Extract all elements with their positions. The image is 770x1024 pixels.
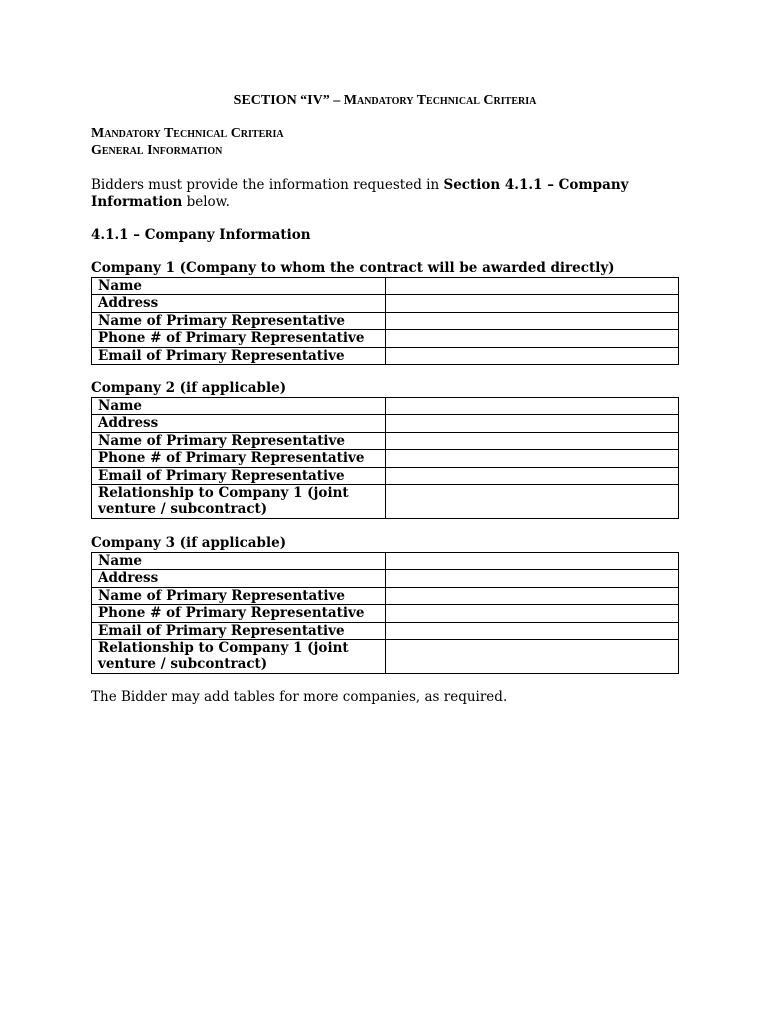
representative-name-field[interactable] — [386, 432, 679, 449]
address-field[interactable] — [386, 295, 679, 312]
row-label: Name — [92, 278, 386, 295]
name-field[interactable] — [386, 398, 679, 415]
subsection-title: 4.1.1 – Company Information — [91, 227, 311, 243]
company-1-title: Company 1 (Company to whom the contract will be awarded directly) — [91, 260, 615, 276]
company-3-block — [91, 535, 679, 674]
relationship-field[interactable] — [386, 485, 679, 519]
intro-paragraph — [91, 177, 681, 211]
representative-email-field[interactable] — [386, 347, 679, 364]
table-row — [92, 485, 679, 519]
row-label: Phone # of Primary Representative — [92, 450, 386, 467]
table-row — [92, 312, 679, 329]
table-row — [92, 587, 679, 604]
row-label: Relationship to Company 1 (joint venture / subcontract) — [92, 485, 386, 519]
row-label: Name — [92, 398, 386, 415]
representative-email-field[interactable] — [386, 622, 679, 639]
row-label: Address — [92, 295, 386, 312]
intro-section-reference: Section 4.1.1 – Company Information — [91, 177, 629, 210]
table-row — [92, 553, 679, 570]
representative-name-field[interactable] — [386, 312, 679, 329]
company-1-table — [91, 277, 679, 365]
section-title: SECTION “IV” – Mandatory Technical Criteria — [233, 93, 537, 108]
address-field[interactable] — [386, 415, 679, 432]
intro-text-end: below. — [182, 194, 230, 210]
table-row — [92, 570, 679, 587]
representative-name-field[interactable] — [386, 587, 679, 604]
row-label: Name of Primary Representative — [92, 432, 386, 449]
table-row — [92, 622, 679, 639]
address-field[interactable] — [386, 570, 679, 587]
table-row — [92, 605, 679, 622]
row-label: Relationship to Company 1 (joint venture / subcontract) — [92, 640, 386, 674]
company-2-block — [91, 380, 679, 519]
row-label: Address — [92, 570, 386, 587]
table-row — [92, 415, 679, 432]
table-row — [92, 467, 679, 484]
intro-text-start: Bidders must provide the information requested in — [91, 177, 444, 193]
row-label: Name — [92, 553, 386, 570]
table-row — [92, 398, 679, 415]
name-field[interactable] — [386, 553, 679, 570]
row-label: Email of Primary Representative — [92, 347, 386, 364]
closing-note: The Bidder may add tables for more companies, as required. — [91, 689, 508, 705]
row-label: Name of Primary Representative — [92, 312, 386, 329]
row-label: Name of Primary Representative — [92, 587, 386, 604]
row-label: Phone # of Primary Representative — [92, 330, 386, 347]
table-row — [92, 432, 679, 449]
row-label: Phone # of Primary Representative — [92, 605, 386, 622]
company-3-title: Company 3 (if applicable) — [91, 535, 287, 551]
representative-phone-field[interactable] — [386, 605, 679, 622]
representative-email-field[interactable] — [386, 467, 679, 484]
row-label: Address — [92, 415, 386, 432]
representative-phone-field[interactable] — [386, 330, 679, 347]
table-row — [92, 295, 679, 312]
heading-general-information: General Information — [91, 143, 223, 158]
representative-phone-field[interactable] — [386, 450, 679, 467]
company-2-table — [91, 397, 679, 519]
row-label: Email of Primary Representative — [92, 622, 386, 639]
relationship-field[interactable] — [386, 640, 679, 674]
table-row — [92, 278, 679, 295]
table-row — [92, 330, 679, 347]
company-1-block — [91, 260, 679, 365]
table-row — [92, 450, 679, 467]
table-row — [92, 347, 679, 364]
heading-mandatory-technical-criteria: Mandatory Technical Criteria — [91, 126, 284, 141]
name-field[interactable] — [386, 278, 679, 295]
table-row — [92, 640, 679, 674]
row-label: Email of Primary Representative — [92, 467, 386, 484]
company-2-title: Company 2 (if applicable) — [91, 380, 287, 396]
company-3-table — [91, 552, 679, 674]
